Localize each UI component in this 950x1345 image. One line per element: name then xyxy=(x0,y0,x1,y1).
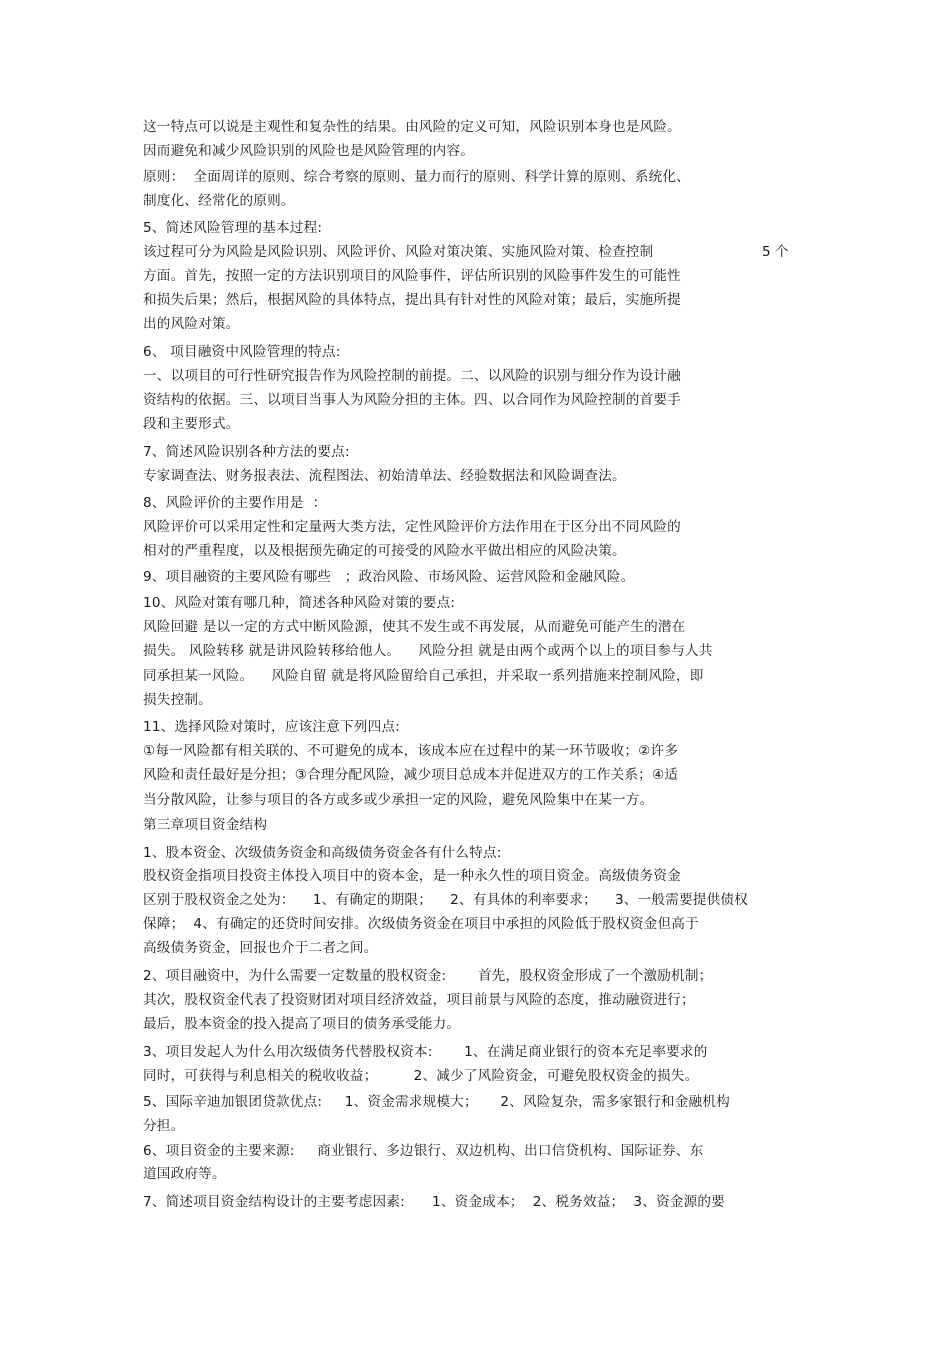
chapter-heading: 第三章项目资金结构 xyxy=(143,817,268,833)
question-heading: 7、简述风险识别各种方法的要点: xyxy=(143,444,350,460)
text-line: 和损失后果；然后，根据风险的具体特点，提出具有针对性的风险对策；最后，实施所提 xyxy=(143,292,681,308)
text-line: 这一特点可以说是主观性和复杂性的结果。由风险的定义可知，风险识别本身也是风险。 xyxy=(143,119,681,135)
text-line: 一、以项目的可行性研究报告作为风险控制的前提。二、以风险的识别与细分作为设计融 xyxy=(143,368,681,384)
text-line: 资结构的依据。三、以项目当事人为风险分担的主体。四、以合同作为风险控制的首要手 xyxy=(143,392,681,408)
question-heading: 1、股本资金、次级债务资金和高级债务资金各有什么特点: xyxy=(143,845,502,861)
text-line: 道国政府等。 xyxy=(143,1166,226,1182)
text-line: 分担。 xyxy=(143,1118,185,1134)
text-line: 损失控制。 xyxy=(143,692,212,708)
text-line: 专家调查法、财务报表法、流程图法、初始清单法、经验数据法和风险调查法。 xyxy=(143,468,626,484)
text-line: 因而避免和减少风险识别的风险也是风险管理的内容。 xyxy=(143,143,475,159)
question-heading: 6、项目资金的主要来源: 商业银行、多边银行、双边机构、出口信贷机构、国际证券、东 xyxy=(143,1143,704,1159)
question-heading: 9、项目融资的主要风险有哪些 ；政治风险、市场风险、运营风险和金融风险。 xyxy=(143,569,635,585)
text-line: 出的风险对策。 xyxy=(143,316,240,332)
text-line: 最后，股本资金的投入提高了项目的债务承受能力。 xyxy=(143,1016,461,1032)
text-line: 同承担某一风险。 风险自留 就是将风险留给自己承担，并采取一系列措施来控制风险，即 xyxy=(143,668,704,684)
text-line: 该过程可分为风险是风险识别、风险评价、风险对策决策、实施风险对策、检查控制 xyxy=(143,244,654,260)
question-heading: 3、项目发起人为什么用次级债务代替股权资本: 1、在满足商业银行的资本充足率要求的 xyxy=(143,1044,708,1060)
question-heading: 10、风险对策有哪几种，简述各种风险对策的要点: xyxy=(143,595,456,611)
question-heading: 7、简述项目资金结构设计的主要考虑因素: 1、资金成本； 2、税务效益； 3、资金源的要 xyxy=(143,1194,725,1210)
side-note: 5 个 xyxy=(762,244,789,260)
text-line: 同时，可获得与利息相关的税收收益； 2、减少了风险资金，可避免股权资金的损失。 xyxy=(143,1068,699,1084)
text-line: 股权资金指项目投资主体投入项目中的资本金，是一种永久性的项目资金。高级债务资金 xyxy=(143,868,681,884)
question-heading: 8、风险评价的主要作用是 ： xyxy=(143,495,327,511)
question-heading: 5、简述风险管理的基本过程: xyxy=(143,220,323,236)
text-line: 区别于股权资金之处为： 1、有确定的期限； 2、有具体的利率要求； 3、一般需要提供债权 xyxy=(143,892,748,908)
text-line: 高级债务资金，回报也介于二者之间。 xyxy=(143,940,378,956)
text-line: 当分散风险，让参与项目的各方或多或少承担一定的风险，避免风险集中在某一方。 xyxy=(143,792,654,808)
question-heading: 11、选择风险对策时，应该注意下列四点: xyxy=(143,719,400,735)
text-line: 方面。首先，按照一定的方法识别项目的风险事件，评估所识别的风险事件发生的可能性 xyxy=(143,268,681,284)
text-line: 风险评价可以采用定性和定量两大类方法，定性风险评价方法作用在于区分出不同风险的 xyxy=(143,519,681,535)
text-line: 相对的严重程度，以及根据预先确定的可接受的风险水平做出相应的风险决策。 xyxy=(143,543,626,559)
text-line: 原则： 全面周详的原则、综合考察的原则、量力而行的原则、科学计算的原则、系统化、 xyxy=(143,169,690,185)
text-line: 段和主要形式。 xyxy=(143,416,240,432)
question-heading: 5、国际辛迪加银团贷款优点: 1、资金需求规模大； 2、风险复杂，需多家银行和金融机构 xyxy=(143,1094,730,1110)
text-line: 风险和责任最好是分担；③合理分配风险，减少项目总成本并促进双方的工作关系；④适 xyxy=(143,767,679,783)
text-line: 其次，股权资金代表了投资财团对项目经济效益，项目前景与风险的态度，推动融资进行； xyxy=(143,992,695,1008)
text-line: 损失。 风险转移 就是讲风险转移给他人。 风险分担 就是由两个或两个以上的项目参与人共 xyxy=(143,643,713,659)
text-line: 保障； 4、有确定的还贷时间安排。次级债务资金在项目中承担的风险低于股权资金但高于 xyxy=(143,916,699,932)
question-heading: 2、项目融资中，为什么需要一定数量的股权资金: 首先，股权资金形成了一个激励机制； xyxy=(143,968,713,984)
question-heading: 6、 项目融资中风险管理的特点: xyxy=(143,344,341,360)
text-line: ①每一风险都有相关联的、不可避免的成本，该成本应在过程中的某一环节吸收；②许多 xyxy=(143,743,679,759)
text-line: 制度化、经常化的原则。 xyxy=(143,193,295,209)
text-line: 风险回避 是以一定的方式中断风险源，使其不发生或不再发展，从而避免可能产生的潜在 xyxy=(143,619,686,635)
